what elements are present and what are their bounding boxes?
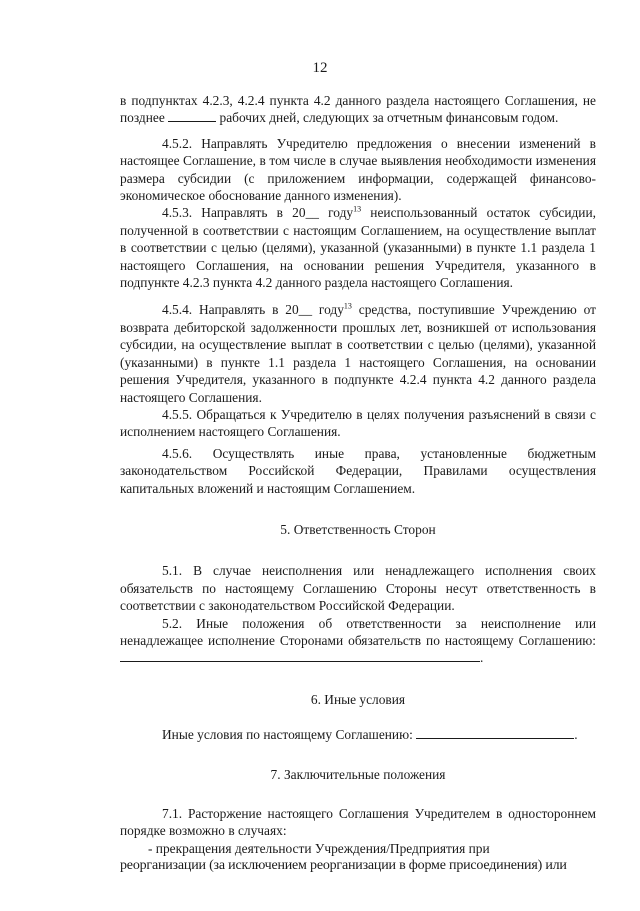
paragraph-4-5-5: 4.5.5. Обращаться к Учредителю в целях получения разъяснений в связи с исполнением настоящего Соглашения.	[120, 406, 596, 440]
text: средства, поступившие Учреждению от возврата дебиторской задолженности прошлых лет, возникшей от использования субсидии, на осуществление выплат в соответствии с целью (целями), указанной (указанными) в пункте 1.1 раздела 1 настоящего Соглашения, на основании решения Учредителя, указанного в подпункте 4.2.4 пункта 4.2 данного раздела настоящего Соглашения.	[120, 302, 596, 405]
paragraph-5-1: 5.1. В случае неисполнения или ненадлежащего исполнения своих обязательств по настоящему Соглашению Стороны несут ответственность в соответствии с законодательством Российской Федерации.	[120, 563, 596, 614]
section-heading-5: 5. Ответственность Сторон	[280, 521, 436, 537]
section-heading-7: 7. Заключительные положения	[270, 766, 446, 782]
paragraph-4-5-1-end	[120, 92, 596, 127]
paragraph-6-1: Иные условия по настоящему Соглашению: .	[162, 727, 578, 743]
footnote-ref: 13	[353, 204, 362, 214]
text: 4.5.3. Направлять в 20__ году	[162, 205, 354, 221]
text: 4.5.4. Направлять в 20__ году	[162, 302, 344, 318]
text: рабочих дней, следующих за отчетным финансовым годом.	[219, 110, 559, 126]
text: неиспользованный остаток субсидии, полученной в соответствии с настоящим Соглашением, на осуществление выплат в соответствии с целью (целями), указанной (указанными) в пункте 1.1 раздела 1 настоящего Соглашения, на основании решения Учредителя, указанного в подпункте 4.2.3 пункта 4.2 данного раздела настоящего Соглашения.	[120, 205, 596, 291]
paragraph-5-2: 5.2. Иные положения об ответственности за неисполнение или ненадлежащее исполнение Сторонами обязательств по настоящему Соглашению: .	[120, 615, 596, 666]
paragraph-4-5-4	[120, 301, 596, 405]
footnote-ref: 13	[343, 302, 352, 311]
section-heading-6: 6. Иные условия	[310, 691, 406, 707]
blank-field	[416, 726, 574, 739]
page-number: 12	[312, 60, 328, 76]
blank-field	[120, 649, 480, 662]
paragraph-4-5-3	[120, 204, 596, 291]
list-item-termination: - прекращения деятельности Учреждения/Предприятия при	[148, 840, 490, 856]
blank-field	[168, 109, 216, 122]
paragraph-4-5-2: 4.5.2. Направлять Учредителю предложения о внесении изменений в настоящее Соглашение, в том числе в случае выявления необходимости изменения размера субсидии (с приложением информации, содержащей финансово-экономическое обоснование данного изменения).	[120, 135, 596, 204]
document-body	[120, 92, 596, 875]
paragraph-continuation: реорганизации (за исключением реорганизации в форме присоединения) или	[120, 858, 567, 874]
text: в подпунктах 4.2.3, 4.2.4 пункта 4.2 данного раздела настоящего Соглашения, не позднее	[120, 93, 596, 126]
paragraph-4-5-6: 4.5.6. Осуществлять иные права, установленные бюджетным законодательством Российской Федерации, Правилами осуществления капитальных вложений и настоящим Соглашением.	[120, 445, 596, 496]
paragraph-7-1: 7.1. Расторжение настоящего Соглашения Учредителем в одностороннем порядке возможно в случаях:	[120, 806, 596, 839]
text: 5.2. Иные положения об ответственности за неисполнение или ненадлежащее исполнение Сторонами обязательств по настоящему Соглашению:	[120, 615, 596, 648]
text: Иные условия по настоящему Соглашению:	[162, 727, 413, 743]
